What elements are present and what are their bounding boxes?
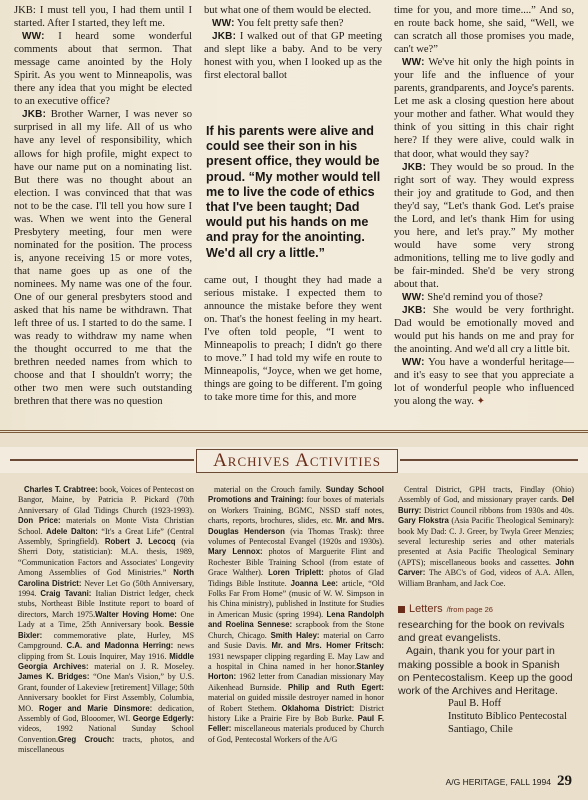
donor-name: John Carver:	[398, 557, 574, 578]
letters-heading	[398, 603, 574, 615]
speaker-tag: WW:	[402, 357, 425, 369]
page-number: 29	[557, 773, 572, 789]
donor-name: Smith Haley:	[270, 630, 320, 640]
entry-list	[208, 485, 384, 745]
entry-text: photos of Marguerite Flint and Rochester Bible Training School (from estate of Grace Walther).	[208, 547, 384, 578]
entry-list	[398, 485, 574, 589]
interview-column-3	[394, 4, 574, 408]
pull-quote: If his parents were alive and could see their son in his present office, they would be proud. “My mother would tell me to live the code of ethics that I've been taught; Dad would put his hands on me and pray for the anointing. We'd all cry a little.”	[206, 124, 381, 260]
header-rule-right	[400, 459, 578, 461]
paragraph	[394, 291, 574, 304]
entry-text: dedication, Assembly of God, Blooomer, WI.	[18, 703, 194, 723]
speaker-tag: JKB:	[22, 109, 47, 121]
entry-text: book, Voices of Pentecost on Bangor, Maine, by Patricia P. Pickard (70th Anniversary of Glad Tidings Church (1923-1993).	[18, 485, 194, 515]
entry-text: Never Let Go (50th Anniversary, 1994.	[18, 578, 194, 599]
donor-name: Philip and Ruth Egert:	[288, 682, 384, 692]
entry-text: commemorative plate, Hurley, MS Campground.	[18, 630, 194, 651]
donor-name: Adele Dalton:	[46, 526, 98, 536]
archives-activities-section	[0, 430, 588, 800]
header-rule-left	[10, 459, 194, 461]
continued-from: /from page 26	[446, 604, 493, 614]
letters-continuation	[398, 603, 574, 737]
paragraph-text: You have a wonderful heritage—and it's easy to see that you appreciate a lot of wonderful people who influenced you along the way.	[394, 357, 574, 408]
speaker-tag: WW:	[402, 292, 425, 304]
donor-name: Loren Triplett:	[268, 568, 324, 578]
paragraph	[204, 17, 382, 30]
entry-text: District history Like a Prairie Fire by Bob Burke.	[208, 703, 385, 723]
signature-block	[398, 698, 574, 736]
signature-name: Paul B. Hoff	[448, 698, 502, 710]
donor-name: Bessie Bixler:	[18, 620, 194, 640]
archives-column-3	[398, 485, 574, 589]
donor-name: Mary Lennox:	[208, 547, 263, 557]
entry-text: District Council ribbons from 1930s and 40s.	[421, 505, 574, 515]
donor-name: Greg Crouch:	[57, 734, 115, 744]
entry-text: (Asia Pacific Theological Seminary): book My Dad: C. J. Greer, by Twyla Greer Menzies; several lectureship series and other materials presented at Asia Pacific Theological Seminary (APTS); miscellaneous books and cassettes.	[398, 516, 574, 567]
speaker-tag: JKB:	[402, 305, 427, 317]
paragraph: Again, thank you for your part in making possible a book in Spanish on Pentecostalism. Keep up the good work of the Archives and Heritage.	[398, 645, 573, 698]
paragraph-text: I walked out of that GP meeting and slept like a baby. And to be very honest with you, when I looked up as the first electoral ballot	[204, 31, 382, 82]
paragraph	[14, 30, 192, 108]
paragraph-text: She'd remind you of those?	[424, 292, 543, 304]
entry-text: scrapbook from the Stone Church, Chicago.	[208, 620, 385, 640]
interview-column-2-continued	[204, 274, 382, 404]
entry-text: (via Sherri Doty, statistician): M.A. thesis, 1989, “Communication Factors and Associates' Longevity Among Assemblies of God Ministries.”	[18, 537, 194, 578]
entry-text: photos of Glad Tidings Bible Institute.	[208, 568, 384, 588]
entry-text: 1962 letter from Canadian missionary May Aikenhead Burnside.	[208, 672, 384, 692]
entry-text: material on J. R. Moseley.	[88, 661, 194, 671]
speaker-tag: WW:	[212, 18, 235, 30]
donor-name: Lena Randolph and Roelina Sennese:	[208, 609, 384, 630]
donor-name: Stanley Horton:	[208, 661, 384, 682]
entry-text: material on guided missile destroyer named in honor of Robert Stethem.	[208, 693, 384, 713]
entry-list	[18, 485, 194, 756]
paragraph-text: They would be so proud. In the right sort of way. They would express their joy and gratitude to God, and then they'd say, “Let's thank God. Let's praise the Lord, and let's thank Him for using you here, and let's pray.” My mother would have some very strong admonitions, telling me to live godly and be fair-minded. She'd be very strong about that.	[394, 161, 574, 290]
entry-text: One Lady at a Time, 25th Anniversary book.	[18, 609, 194, 630]
square-bullet-icon	[398, 606, 405, 613]
donor-name: Mr. and Mrs. Douglas Henderson	[208, 516, 384, 536]
entry-text: news clipping from St. Louis Inquirer, May 1916.	[18, 641, 194, 661]
entry-text: (via Thomas Trask): three volumes of Pentecostal Evangel (1920s and 1930s).	[208, 526, 384, 547]
paragraph: came out, I thought they had made a serious mistake. I expected them to announce the mistake before they went on. That's the honest feeling in my heart. I've often told people, “I went to Minneapolis to preach; I didn't go there to move.” I had told my wife en route to Minneapolis, “Joyce, when we get home, things are going to be different. I'm going to take more time for this, and more	[204, 275, 382, 404]
signature-location: Santiago, Chile	[448, 723, 513, 735]
letters-title: Letters	[409, 603, 443, 615]
paragraph-text: Brother Warner, I was never so surprised in all my life. All of us who have any level of responsibility, which allows for high profile, might expect to have our name put on a nominating list. But there was no thought about an election. I was convinced that that was not to be the case. I'll tell you how sure I was. When we went into the General Presbytery meeting, four men were nominated for the position. The process is, anyone receiving 15 or more votes, that name goes up as one of the nominees. My name was one of the four. One of our general presbyters stood and asked that his name be withdrawn. That left three of us. I started to do the same. I was ready to withdraw my name when the thought occurred to me that the brethren needed names from which to choose and that I shouldn't worry; the other two men were such outstanding brethren that there was no question	[14, 109, 192, 408]
donor-name: Charles T. Crabtree:	[24, 485, 98, 494]
donor-name: Walter Hoving Home:	[95, 609, 177, 619]
donor-name: Middle Georgia Archives:	[18, 651, 194, 671]
page-footer	[446, 773, 572, 790]
donor-name: Gary Flokstra	[398, 516, 449, 526]
donor-name: Craig Tavani:	[40, 589, 92, 599]
entry-text: “One Man's Vision,” by U.S. Grant, founder of Lakeview [retirement] Village; 50th Anniversary booklet for First Assembly, Columbia, MO.	[18, 672, 194, 713]
donor-name: Paul F. Feller:	[208, 713, 384, 734]
paragraph	[394, 4, 574, 56]
publication-label: A/G HERITAGE, FALL 1994	[445, 777, 551, 787]
speaker-tag: WW:	[402, 57, 425, 69]
entry-text: videos, 1992 National Sunday School Convention.	[18, 724, 194, 744]
donor-name: Roger and Marie Dinsmore:	[38, 703, 153, 713]
archives-column-2	[208, 485, 384, 745]
entry-text: article, “Old Folks Far From Home” (music of W. W. Simpson in his China ministry), published in Institute for Studies in American Music (spring 1994).	[208, 578, 385, 619]
donor-name: Joanna Lee:	[290, 578, 339, 588]
paragraph	[394, 161, 574, 291]
end-of-article-icon: ✦	[476, 396, 485, 408]
entry-text: material on Carro and Susie Davis.	[208, 630, 384, 651]
donor-name: George Edgerly:	[132, 713, 194, 723]
letters-body	[398, 619, 574, 698]
paragraph: but what one of them would be elected.	[204, 5, 372, 16]
paragraph-text: JKB: I must tell you, I had them until I started. After I started, they left me.	[14, 5, 192, 30]
archives-column-1	[18, 485, 194, 756]
paragraph-text: time for you, and more time....” And so, en route back home, she said, “Well, we can scratch all those promises you made, can't we?”	[394, 5, 574, 56]
interview-column-1	[14, 4, 192, 408]
section-title: Archives Activities	[196, 449, 398, 473]
paragraph	[14, 108, 192, 408]
speaker-tag: WW:	[22, 31, 45, 43]
paragraph	[204, 30, 382, 82]
paragraph	[394, 56, 574, 160]
entry-text: four boxes of materials on Workers Training, BGMC, NSSD staff notes, charts, reports, brochures, slides, etc.	[208, 495, 384, 526]
entry-text: material on the Crouch family.	[214, 485, 326, 494]
entry-text: “It's a Great Life” (Central Assembly, Springfield).	[18, 526, 195, 547]
entry-text: The ABC's of God, videos of A.A. Allen, William Branham, and Jack Coe.	[398, 568, 574, 588]
donor-name: Robert J. Lecocq	[104, 537, 176, 547]
entry-text: tracts, photos, and miscellaneous	[18, 734, 195, 755]
paragraph: researching for the book on revivals and great evangelists.	[398, 619, 565, 645]
donor-name: Oklahoma District:	[281, 703, 355, 713]
donor-name: Del Burry:	[398, 495, 574, 515]
speaker-tag: JKB:	[212, 31, 237, 43]
donor-name: North Carolina District:	[18, 568, 194, 588]
donor-name: Sunday School Promotions and Training:	[208, 485, 384, 505]
entry-text: materials on Monte Vista Christian School.	[18, 516, 194, 536]
donor-name: Mr. and Mrs. Homer Fritsch:	[271, 641, 384, 651]
paragraph-text: We've hit only the high points in your life and the influence of your parents, grandparents, and Joyce's parents. Let me ask a closing question here about your mother and father. What would they think of you sitting in this chair right here? If they were alive, could walk in that door, what would they say?	[394, 57, 574, 160]
entry-text: Italian District ledger, check stubs, Northeast Bible Institute report to board of directors, March 1975.	[18, 589, 194, 619]
paragraph-text: You felt pretty safe then?	[234, 18, 344, 30]
interview-section	[14, 4, 580, 429]
speaker-tag: JKB:	[402, 161, 427, 173]
paragraph-text: She would be very forthright. Dad would be emotionally moved and would put his hands on me and pray for the anointing. And we'd all cry a little bit.	[394, 305, 574, 356]
section-header	[0, 447, 588, 473]
donor-name: C.A. and Madonna Herring:	[66, 641, 174, 651]
paragraph-text: I heard some wonderful comments about that sermon. That message came anointed by the Holy Spirit. As you went to Minneapolis, was there any idea that you might be elected to an executive office?	[14, 31, 192, 108]
signature-institution: Instituto Bíblico Pentecostal	[448, 711, 567, 723]
paragraph	[394, 356, 574, 408]
donor-name: James K. Bridges:	[18, 672, 90, 682]
donor-name: Don Price:	[18, 516, 61, 526]
entry-text: 1931 newspaper clipping regarding E. May Law and a hospital in China named in her honor.	[208, 651, 384, 671]
paragraph	[394, 304, 574, 356]
entry-text: Central District, GPH tracts, Findlay (Ohio) Assembly of God, and missionary prayer cards.	[398, 485, 574, 505]
entry-text: miscellaneous materials produced by Church of God, Pentecostal Workers of the A/G	[208, 724, 384, 744]
paragraph	[14, 4, 192, 30]
